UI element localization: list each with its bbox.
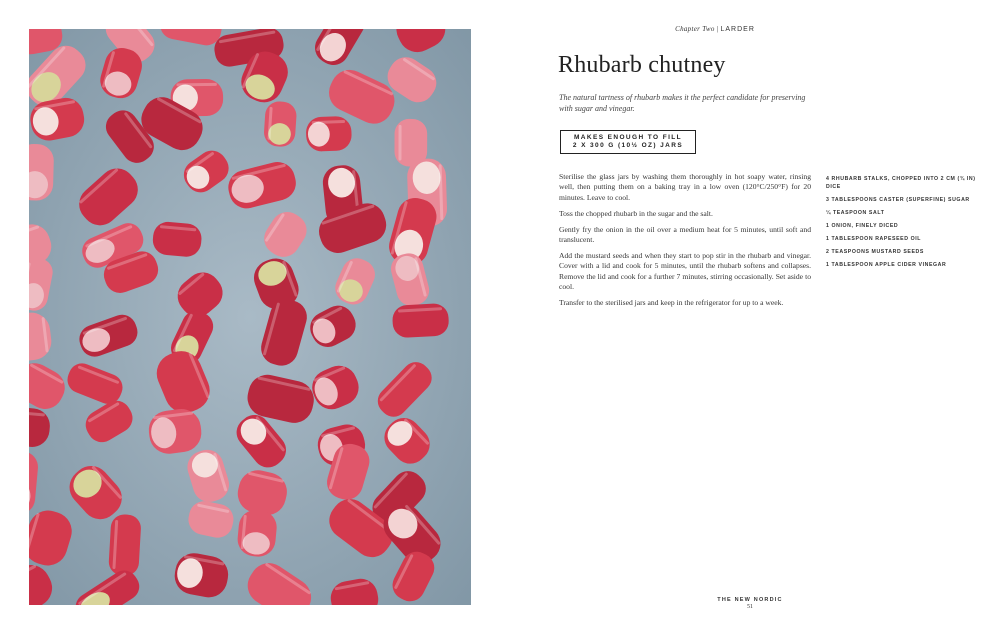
ingredient-item: 1 ONION, FINELY DICED [826, 223, 899, 229]
method-step: Sterilise the glass jars by washing them thoroughly in hot soapy water, rinsing well, then putting them on a baking tray in a low oven (120°C/250°F) for 20 minutes. Leave to cool. [559, 172, 811, 202]
method-step: Transfer to the sterilised jars and keep in the refrigerator for up to a week. [559, 298, 784, 308]
ingredient-item: 1 TABLESPOON RAPESEED OIL [826, 236, 922, 242]
rhubarb-piece [108, 514, 142, 577]
rhubarb-piece [29, 144, 54, 201]
rhubarb-illustration [29, 29, 471, 605]
ingredient-item: 1 TABLESPOON APPLE CIDER VINEGAR [826, 262, 947, 268]
method-step: Add the mustard seeds and when they start to pop stir in the rhubarb and vinegar. Cover with a lid and cook for 5 minutes, until the rhubarb softens and collapses. Remove the lid and cook for a further 7 minutes, stirring occasionally. Set aside to cool. [559, 250, 811, 292]
ingredient-item: 2 TEASPOONS MUSTARD SEEDS [826, 249, 924, 255]
method-step: Gently fry the onion in the oil over a medium heat for 5 minutes, until soft and translucent. [559, 224, 811, 245]
rhubarb-piece [263, 101, 297, 148]
yield-line-2: 2 X 300 G (10½ OZ) JARS [572, 142, 684, 149]
yield-line-1: MAKES ENOUGH TO FILL [573, 133, 683, 141]
method-text [559, 172, 811, 314]
book-title: THE NEW NORDIC [717, 597, 783, 603]
section-label: LARDER [720, 26, 755, 33]
header-separator: | [716, 25, 719, 33]
yield-box [560, 130, 696, 154]
running-header [560, 25, 870, 33]
ingredient-list [826, 175, 976, 274]
page-footer [680, 597, 820, 610]
rhubarb-piece [152, 221, 203, 258]
method-step: Toss the chopped rhubarb in the sugar and the salt. [559, 208, 713, 218]
rhubarb-piece [392, 303, 450, 338]
chapter-label: Chapter Two [675, 25, 715, 33]
recipe-intro: The natural tartness of rhubarb makes it the perfect candidate for preserving with sugar and vinegar. [559, 93, 806, 113]
ingredient-item: ¼ TEASPOON SALT [826, 210, 885, 216]
rhubarb-piece [306, 116, 353, 152]
ingredient-item: 4 RHUBARB STALKS, CHOPPED INTO 2 CM (¾ IN) DICE [826, 176, 976, 190]
ingredient-item: 3 TABLESPOONS CASTER (SUPERFINE) SUGAR [826, 197, 970, 203]
rhubarb-photo [29, 29, 471, 605]
page-number: 51 [747, 604, 753, 610]
recipe-title: Rhubarb chutney [558, 52, 726, 78]
